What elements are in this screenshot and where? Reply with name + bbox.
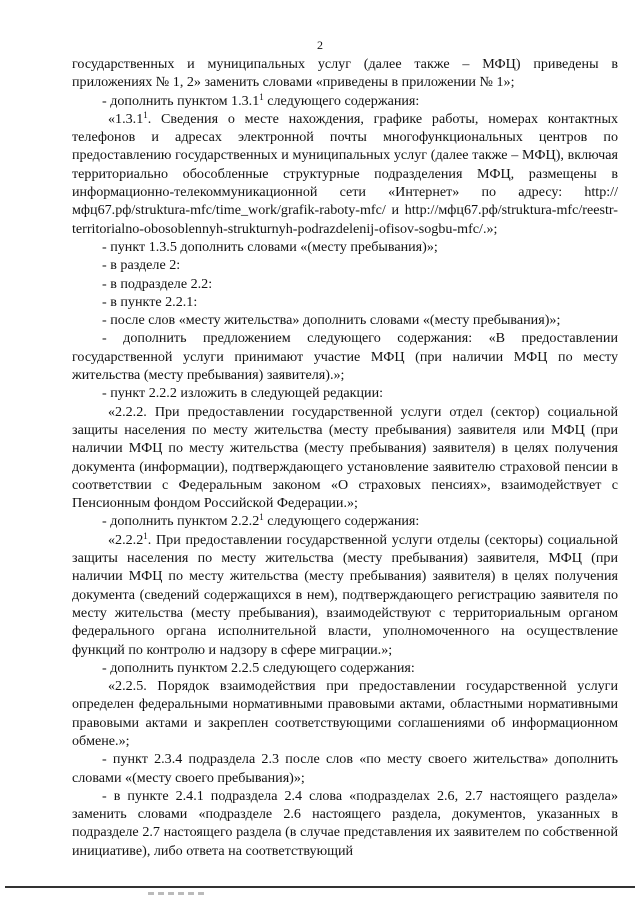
superscript: 1 — [143, 109, 148, 120]
paragraph: - в подразделе 2.2: — [102, 275, 213, 292]
paragraph: - дополнить предложением следующего содержания: «В предоставлении государственной услуги принимают участие МФЦ (при наличии МФЦ по месту жительства (месту пребывания) заявителя).»; — [72, 330, 618, 384]
paragraph: - после слов «месту жительства» дополнить словами «(месту пребывания)»; — [102, 312, 561, 329]
paragraph: - пункт 1.3.5 дополнить словами «(месту пребывания)»; — [102, 238, 438, 255]
footer-scan-mark — [148, 892, 208, 895]
paragraph-text: следующего содержания: — [263, 513, 420, 530]
paragraph-text: - дополнить пунктом 1.3.1 — [102, 92, 260, 109]
paragraph-text: - дополнить пунктом 2.2.2 — [102, 513, 260, 530]
paragraph: государственных и муниципальных услуг (далее также – МФЦ) приведены в приложениях № 1, 2» заменить словами «приведены в приложении № 1»; — [72, 56, 618, 91]
paragraph: «2.2.2. При предоставлении государственной услуги отдел (сектор) социальной защиты населения по месту жительства (месту пребывания) заявителя или МФЦ (при наличии МФЦ по месту жительства (месту пребывания) заявителя) в целях получения документа (информации), подтверждающего установление заявителю страховой пенсии в соответствии с Федеральным законом «О страховых пенсиях», взаимодействует с Пенсионным фондом Российской Федерации.»; — [72, 403, 618, 512]
superscript: 1 — [143, 530, 148, 541]
paragraph: - в разделе 2: — [102, 257, 181, 274]
paragraph-text: «2.2.2 — [108, 531, 144, 548]
paragraph-text: «1.3.1 — [108, 110, 144, 127]
paragraph — [72, 110, 618, 238]
superscript: 1 — [259, 512, 264, 523]
paragraph: - дополнить пунктом 2.2.5 следующего содержания: — [102, 659, 415, 676]
paragraph: - пункт 2.2.2 изложить в следующей редакции: — [102, 385, 384, 402]
paragraph: «2.2.5. Порядок взаимодействия при предоставлении государственной услуги определен федеральными нормативными правовыми актами, областными нормативными правовыми актами и закреплен соответствующими соглашениями об информационном обмене.»; — [72, 678, 618, 749]
document-body — [72, 55, 618, 860]
paragraph-text: . При предоставлении государственной услуги отделы (секторы) социальной защиты населения по месту жительства (месту пребывания) заявителя, МФЦ (при наличии МФЦ по месту жительства (месту пребывания) заявителя) в целях получения документа (сведений содержащихся в нем), подтверждающего регистрацию заявителя по месту жительства (месту пребывания), взаимодействуют с территориальным органом федерального органа исполнительной власти, уполномоченного на осуществление функций по контролю и надзору в сфере миграции.»; — [72, 531, 618, 658]
page-number: 2 — [317, 38, 323, 52]
paragraph — [72, 512, 618, 530]
paragraph — [72, 92, 618, 110]
paragraph — [72, 531, 618, 659]
paragraph-text: следующего содержания: — [263, 92, 420, 109]
paragraph: - в пункте 2.2.1: — [102, 293, 198, 310]
paragraph-text: . Сведения о месте нахождения, графике работы, номерах контактных телефонов и адресах электронной почты многофункциональных центров по предоставлению государственных и муниципальных услуг (далее также – МФЦ), включая территориально обособленные структурные подразделения МФЦ, размещены в информационно-телекоммуникационной сети «Интернет» по адресу: http://мфц67.рф/struktura-mfc/time_work/grafik-raboty-mfc/ и http://мфц67.рф/struktura-mfc/reestr-territorialno-obosoblennyh-strukturnyh-podrazdelenij-ofisov-sogbu-mfc/.»; — [72, 110, 618, 237]
paragraph: - в пункте 2.4.1 подраздела 2.4 слова «подразделах 2.6, 2.7 настоящего раздела» заменить словами «подразделе 2.6 настоящего раздела, документов, указанных в подразделе 2.7 настоящего раздела (в случае представления их заявителем по собственной инициативе), либо ответа на соответствующий — [72, 787, 618, 859]
superscript: 1 — [259, 91, 264, 102]
footer-rule — [5, 886, 635, 888]
paragraph: - пункт 2.3.4 подраздела 2.3 после слов «по месту своего жительства» дополнить словами «(месту своего пребывания)»; — [72, 751, 618, 786]
